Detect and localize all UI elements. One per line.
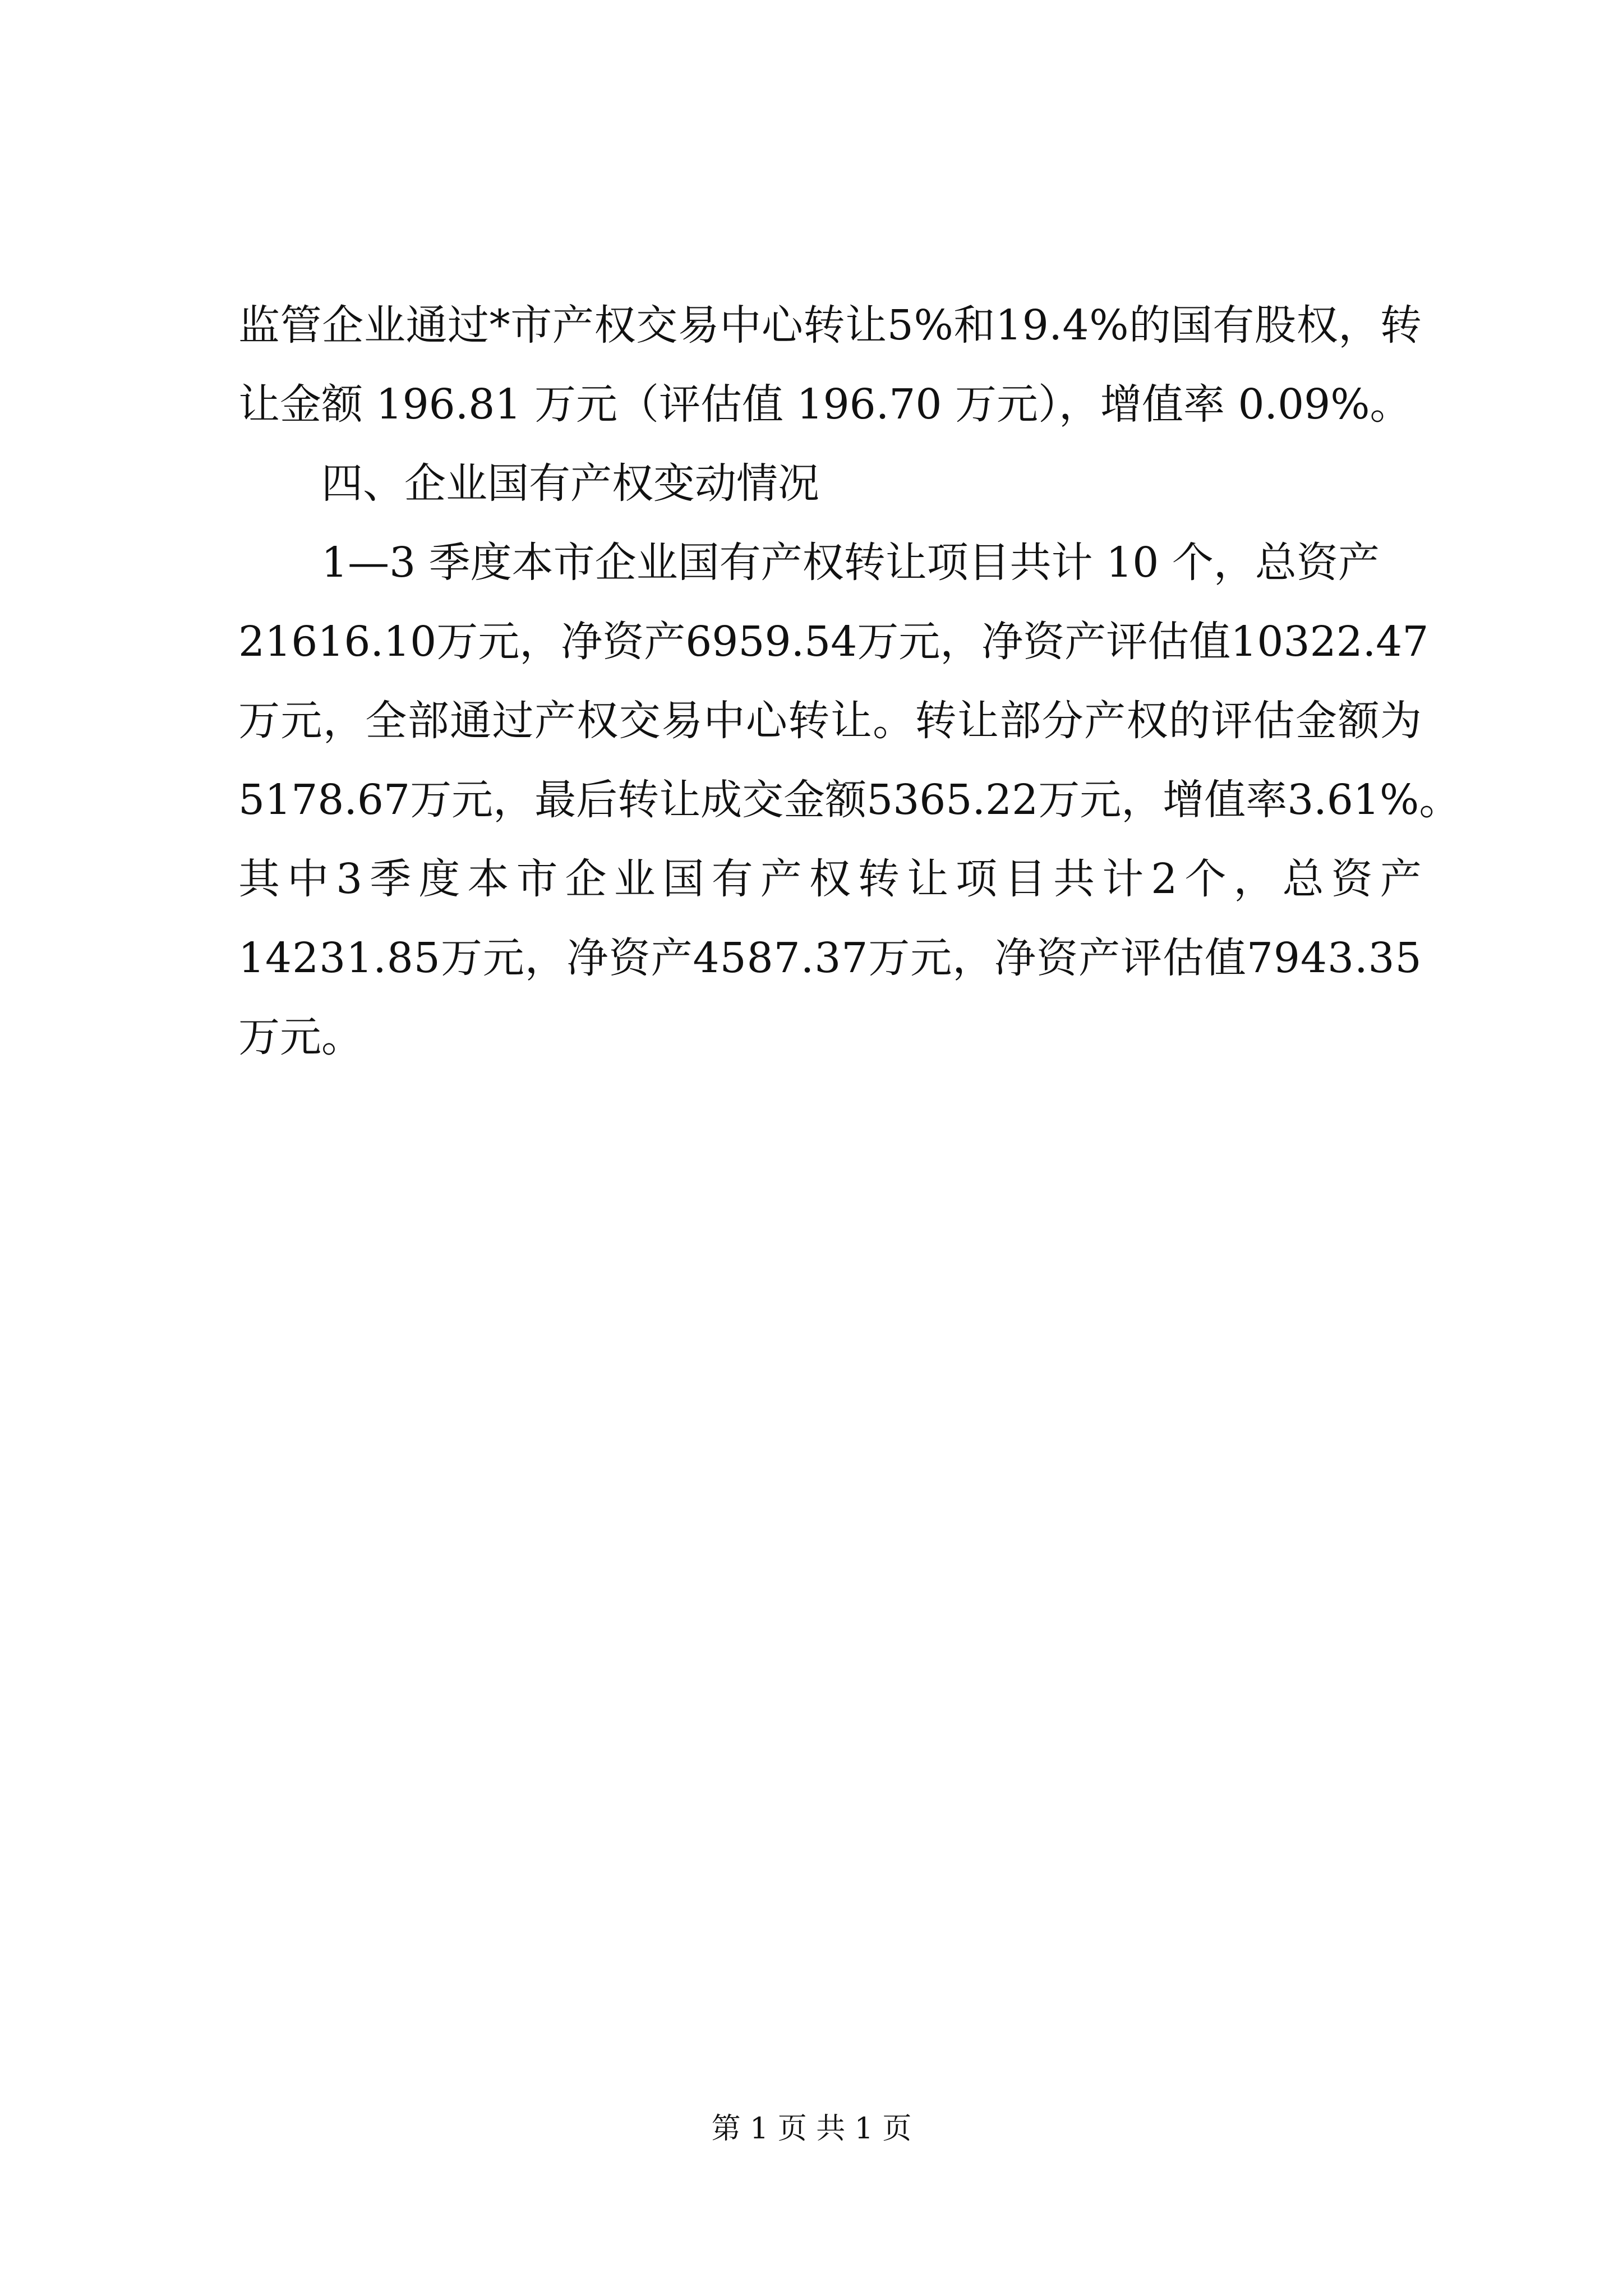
paragraph-line: 让金额 196.81 万元（评估值 196.70 万元），增值率 0.09%。 [238,380,1412,429]
page-number-footer: 第 1 页 共 1 页 [711,2112,912,2146]
paragraph-line: 2 1 6 1 6 . 1 0 万 元 ， 净 资 产 6 9 5 9 . 5 4 万 元 ， 净 资 产 评 估 值 1 0 3 2 2 . 4 7 [238,618,1429,666]
section-heading: 四、企业国有产权变动情况 [321,459,819,508]
paragraph-line: 1 4 2 3 1 . 8 5 万 元 ， 净 资 产 4 5 8 7 . 3 7 万 元 ， 净 资 产 评 估 值 7 9 4 3 . 3 5 [238,934,1422,982]
paragraph-line: 万元。 [238,1013,363,1061]
document-body [238,286,1461,1077]
paragraph-line: 监 管 企 业 通 过 * 市 产 权 交 易 中 心 转 让 5 % 和 1 9 . 4 % 的 国 有 股 权 ， 转 [238,301,1422,349]
paragraph-line: 5 1 7 8 . 6 7 万 元 ， 最 后 转 让 成 交 金 额 5 3 6 5 . 2 2 万 元 ， 增 值 率 3 . 6 1 % 。 [238,776,1461,824]
paragraph-line: 1—3 季度本市企业国有产权转让项目共计 10 个，总资产 [321,539,1380,587]
paragraph-line: 其 中 3 季 度 本 市 企 业 国 有 产 权 转 让 项 目 共 计 2 个 ， 总 资 产 [238,855,1422,903]
paragraph-line: 万 元 ， 全 部 通 过 产 权 交 易 中 心 转 让 。 转 让 部 分 产 权 的 评 估 金 额 为 [238,697,1422,745]
